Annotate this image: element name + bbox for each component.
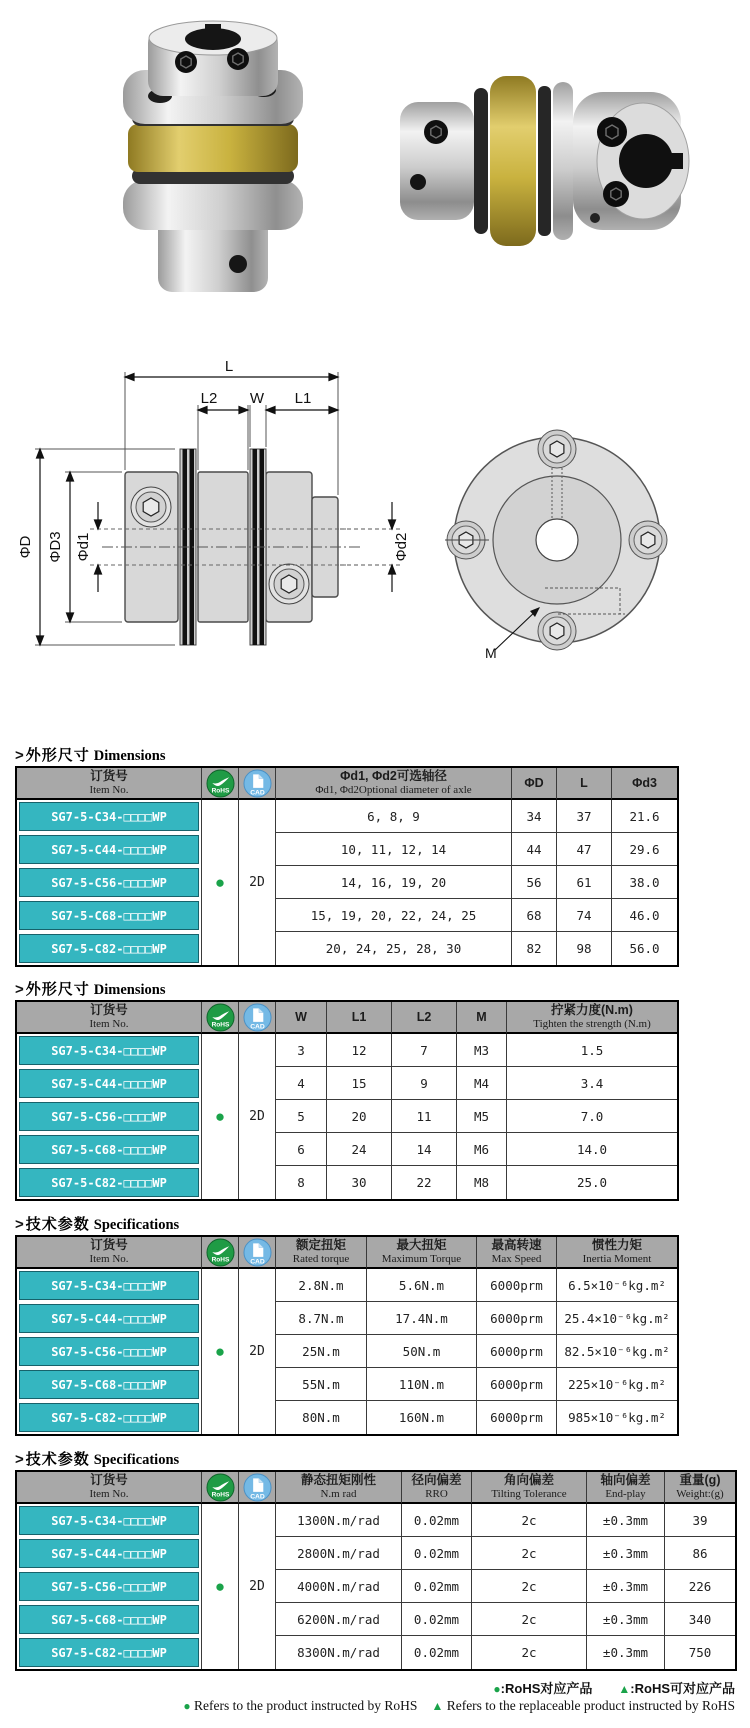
table-cell: 14 — [392, 1133, 457, 1166]
item-no-header-zh: 订货号 — [90, 769, 128, 784]
table-cell: 0.02mm — [402, 1537, 472, 1570]
column-header-zh: 静态扭矩刚性 — [300, 1473, 376, 1488]
table-cell: 12 — [327, 1034, 392, 1067]
rohs-mark-cell — [202, 1269, 239, 1434]
rohs-dot: ● — [214, 1107, 226, 1126]
table-cell: 6000prm — [477, 1335, 557, 1368]
table-cell: 14.0 — [507, 1133, 677, 1166]
rohs-icon-label: RoHS — [211, 1256, 229, 1264]
item-no-value: SG7-5-C44-□□□□WP — [19, 835, 199, 864]
rohs-dot: ● — [214, 1342, 226, 1361]
brass-spacer-ring — [490, 76, 536, 246]
table-cell: ±0.3mm — [587, 1504, 665, 1537]
bore-circle — [536, 519, 578, 561]
dim-label-phid2: Φd2 — [393, 532, 410, 562]
section-title-zh: 技术参数 — [25, 1216, 90, 1233]
column-header-en: End-play — [605, 1487, 646, 1500]
table-cell: 98 — [557, 932, 612, 965]
table-cell: 1300N.m/rad — [276, 1504, 402, 1537]
table-cell: 82 — [512, 932, 557, 965]
dim-label-phid1: Φd1 — [75, 532, 92, 562]
section-title-dimensions-2 — [15, 978, 166, 998]
section-title-specifications-2 — [15, 1448, 179, 1468]
cad-header-cell — [239, 1472, 276, 1504]
cad-mark-cell — [239, 800, 276, 965]
table-cell: 38.0 — [612, 866, 677, 899]
cad-mark-cell — [239, 1504, 276, 1669]
table-cell: 8.7N.m — [276, 1302, 367, 1335]
product-photo-right — [388, 32, 693, 284]
dimension-drawing-end-view — [425, 392, 697, 678]
table-cell: M3 — [457, 1034, 507, 1067]
table-cell: 46.0 — [612, 899, 677, 932]
table-cell: 20, 24, 25, 28, 30 — [276, 932, 512, 965]
column-header-zh: L1 — [351, 1009, 367, 1024]
column-header-zh: 惯性力矩 — [591, 1238, 642, 1253]
column-header-zh: 拧紧力度(N.m) — [551, 1003, 633, 1018]
table-cell: 47 — [557, 833, 612, 866]
item-no-cell — [17, 1100, 202, 1133]
hex-socket-screw-icon — [131, 487, 171, 527]
item-no-value: SG7-5-C56-□□□□WP — [19, 1572, 199, 1601]
item-no-value: SG7-5-C34-□□□□WP — [19, 1036, 199, 1065]
item-no-value: SG7-5-C56-□□□□WP — [19, 1102, 199, 1131]
rohs-header-cell — [202, 768, 239, 800]
rohs-icon — [206, 1238, 235, 1267]
table-cell: 25.4×10⁻⁶kg.m² — [557, 1302, 677, 1335]
coupling-photo-front — [123, 21, 303, 292]
table-cell: 61 — [557, 866, 612, 899]
column-header — [457, 1002, 507, 1034]
table-cell: 2c — [472, 1603, 587, 1636]
table-cell: 2c — [472, 1504, 587, 1537]
hex-socket-screw-icon — [424, 120, 448, 144]
table-cell: ±0.3mm — [587, 1636, 665, 1669]
table-cell: 6200N.m/rad — [276, 1603, 402, 1636]
item-no-cell — [17, 833, 202, 866]
item-no-value: SG7-5-C56-□□□□WP — [19, 868, 199, 897]
column-header-en: Maximum Torque — [381, 1252, 462, 1265]
table-cell: 50N.m — [367, 1335, 477, 1368]
table-cell: 21.6 — [612, 800, 677, 833]
dimensions-table-2 — [15, 1000, 679, 1201]
table-cell: M6 — [457, 1133, 507, 1166]
column-header-zh: Φd1, Φd2可选轴径 — [340, 769, 447, 784]
section-prefix: > — [15, 747, 24, 764]
rohs-icon — [206, 1473, 235, 1502]
table-cell: 0.02mm — [402, 1504, 472, 1537]
section-prefix: > — [15, 1216, 24, 1233]
coupling-photo-side — [400, 76, 689, 246]
rohs-icon-label: RoHS — [211, 1491, 229, 1499]
table-cell: 55N.m — [276, 1368, 367, 1401]
bore-hole — [619, 134, 673, 188]
table-cell: 15, 19, 20, 22, 24, 25 — [276, 899, 512, 932]
item-no-header-en: Item No. — [89, 1252, 129, 1265]
item-no-value: SG7-5-C82-□□□□WP — [19, 934, 199, 963]
item-no-header-zh: 订货号 — [90, 1473, 128, 1488]
table-cell: 7.0 — [507, 1100, 677, 1133]
item-no-header — [17, 768, 202, 800]
column-header-en: Weight:(g) — [676, 1487, 724, 1500]
footer-legend-zh — [493, 1678, 735, 1697]
cad-2d-label: 2D — [249, 1579, 265, 1594]
rohs-mark-cell — [202, 1034, 239, 1199]
section-prefix: > — [15, 1451, 24, 1468]
column-header — [477, 1237, 557, 1269]
cad-icon — [243, 1238, 272, 1267]
hex-socket-screw-icon — [538, 612, 576, 650]
keyway-notch — [669, 153, 683, 169]
item-no-header — [17, 1472, 202, 1504]
table-cell: 25N.m — [276, 1335, 367, 1368]
item-no-value: SG7-5-C68-□□□□WP — [19, 1605, 199, 1634]
table-cell: 226 — [665, 1570, 735, 1603]
column-header-zh: 径向偏差 — [411, 1473, 462, 1488]
column-header-en: Tilting Tolerance — [491, 1487, 567, 1500]
hex-socket-screw-icon — [269, 564, 309, 604]
table-cell: 39 — [665, 1504, 735, 1537]
table-cell: 56 — [512, 866, 557, 899]
section-title-en: Specifications — [93, 1452, 180, 1468]
column-header — [276, 1237, 367, 1269]
screw-hole — [410, 174, 426, 190]
cad-header-cell — [239, 768, 276, 800]
item-no-cell — [17, 1570, 202, 1603]
column-header-en: Rated torque — [292, 1252, 350, 1265]
item-no-header-zh: 订货号 — [90, 1003, 128, 1018]
table-cell: 5 — [276, 1100, 327, 1133]
column-header — [472, 1472, 587, 1504]
column-header — [587, 1472, 665, 1504]
table-cell: 225×10⁻⁶kg.m² — [557, 1368, 677, 1401]
table-cell: 5.6N.m — [367, 1269, 477, 1302]
hex-socket-screw-icon — [175, 51, 197, 73]
section-title-dimensions-1 — [15, 744, 166, 764]
table-cell: ±0.3mm — [587, 1537, 665, 1570]
column-header — [512, 768, 557, 800]
table-cell: 6 — [276, 1133, 327, 1166]
item-no-cell — [17, 1504, 202, 1537]
column-header — [557, 768, 612, 800]
column-header-zh: 额定扭矩 — [295, 1238, 346, 1253]
table-cell: 0.02mm — [402, 1636, 472, 1669]
table-cell: 24 — [327, 1133, 392, 1166]
footer-en-tri-text: Refers to the replaceable product instructed by RoHS — [446, 1698, 735, 1713]
item-no-value: SG7-5-C68-□□□□WP — [19, 901, 199, 930]
cad-header-cell — [239, 1237, 276, 1269]
table-cell: 25.0 — [576, 1175, 608, 1190]
column-header-en: Tighten the strength (N.m) — [533, 1017, 651, 1030]
table-cell: 11 — [392, 1100, 457, 1133]
table-cell: 37 — [557, 800, 612, 833]
dim-label-phiD3: ΦD3 — [47, 531, 64, 563]
table-cell: 0.02mm — [402, 1603, 472, 1636]
section-title-zh: 技术参数 — [25, 1451, 90, 1468]
cad-icon-label: CAD — [249, 1258, 265, 1266]
item-no-cell — [17, 1133, 202, 1166]
column-header-zh: 轴向偏差 — [600, 1473, 651, 1488]
column-header-en: N.m rad — [320, 1487, 357, 1500]
cad-2d-label: 2D — [249, 1109, 265, 1124]
cad-icon-label: CAD — [249, 1493, 265, 1501]
rohs-dot: ● — [493, 1682, 501, 1696]
column-header-en: Max Speed — [491, 1252, 542, 1265]
column-header — [276, 1472, 402, 1504]
table-cell: 3 — [276, 1034, 327, 1067]
column-header-zh: L — [580, 775, 588, 790]
table-cell: 82.5×10⁻⁶kg.m² — [557, 1335, 677, 1368]
item-no-header — [17, 1002, 202, 1034]
rohs-header-cell — [202, 1472, 239, 1504]
item-no-value: SG7-5-C82-□□□□WP — [19, 1403, 199, 1432]
rohs-triangle: ▲ — [618, 1682, 631, 1696]
footer-zh-tri-text: :RoHS可对应产品 — [630, 1681, 735, 1696]
column-header-en: Inertia Moment — [582, 1252, 652, 1265]
item-no-cell — [17, 899, 202, 932]
item-no-cell — [17, 1368, 202, 1401]
table-cell: 2c — [472, 1570, 587, 1603]
table-cell: 110N.m — [367, 1368, 477, 1401]
section-title-specifications-1 — [15, 1213, 179, 1233]
column-header-zh: L2 — [416, 1009, 432, 1024]
table-cell: 20 — [327, 1100, 392, 1133]
table-cell: 160N.m — [367, 1401, 477, 1434]
item-no-cell — [17, 1067, 202, 1100]
rohs-mark-cell — [202, 800, 239, 965]
screw-hole — [590, 213, 600, 223]
table-cell: 340 — [665, 1603, 735, 1636]
section-title-zh: 外形尺寸 — [25, 981, 90, 998]
specifications-table-2 — [15, 1470, 737, 1671]
item-no-cell — [17, 1636, 202, 1669]
column-header-zh: W — [295, 1009, 307, 1024]
flange-disc — [553, 82, 573, 240]
item-no-header-en: Item No. — [89, 1487, 129, 1500]
hex-socket-screw-icon — [227, 48, 249, 70]
table-cell: 86 — [665, 1537, 735, 1570]
footer-zh-dot-text: :RoHS对应产品 — [500, 1681, 593, 1696]
rohs-header-cell — [202, 1002, 239, 1034]
column-header-en: Φd1, Φd2Optional diameter of axle — [315, 783, 472, 796]
section-title-zh: 外形尺寸 — [25, 747, 90, 764]
column-header — [507, 1002, 677, 1034]
table-cell: 74 — [557, 899, 612, 932]
column-header-zh: 角向偏差 — [503, 1473, 554, 1488]
item-no-value: SG7-5-C82-□□□□WP — [19, 1168, 199, 1197]
table-cell: 56.0 — [629, 941, 660, 956]
dimension-drawing-side-view — [10, 352, 420, 674]
hex-socket-screw-icon — [538, 430, 576, 468]
rohs-icon-label: RoHS — [211, 787, 229, 795]
item-no-header-zh: 订货号 — [90, 1238, 128, 1253]
rohs-triangle: ▲ — [431, 1699, 444, 1713]
item-no-value: SG7-5-C44-□□□□WP — [19, 1069, 199, 1098]
column-header-zh: 最大扭矩 — [396, 1238, 447, 1253]
bottom-flange — [123, 180, 303, 230]
cad-icon-label: CAD — [249, 789, 265, 797]
dim-label-L: L — [224, 358, 234, 375]
dim-label-W: W — [249, 390, 265, 407]
column-header — [392, 1002, 457, 1034]
item-no-cell — [17, 1269, 202, 1302]
table-cell: ±0.3mm — [587, 1570, 665, 1603]
item-no-cell — [17, 1302, 202, 1335]
table-cell: 1.5 — [507, 1034, 677, 1067]
column-header — [557, 1237, 677, 1269]
table-cell: 0.02mm — [402, 1570, 472, 1603]
section-title-en: Specifications — [93, 1217, 180, 1233]
rohs-icon-label: RoHS — [211, 1021, 229, 1029]
table-cell: 30 — [327, 1166, 392, 1199]
table-cell: 6000prm — [477, 1368, 557, 1401]
section-prefix: > — [15, 981, 24, 998]
cad-2d-label: 2D — [249, 1344, 265, 1359]
hex-socket-screw-icon — [603, 181, 629, 207]
table-cell: 34 — [512, 800, 557, 833]
table-cell: M8 — [457, 1166, 507, 1199]
table-cell: 2c — [472, 1537, 587, 1570]
table-cell: M5 — [457, 1100, 507, 1133]
table-cell: 6000prm — [477, 1269, 557, 1302]
item-no-value: SG7-5-C34-□□□□WP — [19, 1506, 199, 1535]
table-cell: 2c — [472, 1636, 587, 1669]
footer-legend-en — [183, 1698, 735, 1714]
cad-header-cell — [239, 1002, 276, 1034]
rohs-header-cell — [202, 1237, 239, 1269]
column-header-zh: Φd3 — [632, 775, 657, 790]
keyway-notch — [205, 24, 221, 34]
table-cell: 17.4N.m — [367, 1302, 477, 1335]
table-cell: 22 — [392, 1166, 457, 1199]
table-cell: 10, 11, 12, 14 — [276, 833, 512, 866]
table-cell: 4 — [276, 1067, 327, 1100]
item-no-cell — [17, 866, 202, 899]
item-no-header-en: Item No. — [89, 1017, 129, 1030]
bottom-screw-hole — [229, 255, 247, 273]
table-cell: 985×10⁻⁶kg.m² — [568, 1410, 666, 1425]
column-header-zh: ΦD — [524, 775, 544, 790]
item-no-value: SG7-5-C44-□□□□WP — [19, 1304, 199, 1333]
item-no-value: SG7-5-C34-□□□□WP — [19, 802, 199, 831]
rear-hub — [400, 102, 474, 220]
item-no-header — [17, 1237, 202, 1269]
item-no-cell — [17, 1335, 202, 1368]
column-header — [367, 1237, 477, 1269]
rohs-dot: ● — [214, 873, 226, 892]
table-cell: 6000prm — [477, 1302, 557, 1335]
cad-icon-label: CAD — [249, 1023, 265, 1031]
column-header — [276, 1002, 327, 1034]
table-cell: 4000N.m/rad — [276, 1570, 402, 1603]
specifications-table-1 — [15, 1235, 679, 1436]
item-no-value: SG7-5-C68-□□□□WP — [19, 1135, 199, 1164]
dim-label-phiD: ΦD — [17, 535, 34, 559]
cad-mark-cell — [239, 1269, 276, 1434]
table-cell: 750 — [688, 1645, 712, 1660]
rohs-dot: ● — [183, 1699, 191, 1713]
dim-label-L1: L1 — [294, 390, 312, 407]
column-header-zh: 重量(g) — [679, 1473, 721, 1488]
table-cell: 8 — [276, 1166, 327, 1199]
item-no-cell — [17, 1401, 202, 1434]
table-cell: 14, 16, 19, 20 — [276, 866, 512, 899]
cad-mark-cell — [239, 1034, 276, 1199]
column-header — [402, 1472, 472, 1504]
item-no-cell — [17, 932, 202, 965]
footer-en-dot-text: Refers to the product instructed by RoHS — [193, 1698, 418, 1713]
column-header-en: RRO — [425, 1487, 448, 1500]
table-cell: 15 — [327, 1067, 392, 1100]
table-cell: 7 — [392, 1034, 457, 1067]
table-cell: 6, 8, 9 — [276, 800, 512, 833]
disc-pack-left — [474, 88, 488, 234]
table-cell: 2800N.m/rad — [276, 1537, 402, 1570]
table-cell: 68 — [512, 899, 557, 932]
section-title-en: Dimensions — [93, 748, 166, 764]
brass-spacer-ring — [128, 124, 298, 172]
table-cell: 80N.m — [276, 1401, 367, 1434]
item-no-cell — [17, 1603, 202, 1636]
item-no-value: SG7-5-C44-□□□□WP — [19, 1539, 199, 1568]
hex-socket-screw-icon — [597, 117, 627, 147]
table-cell: 6.5×10⁻⁶kg.m² — [557, 1269, 677, 1302]
item-no-cell — [17, 1166, 202, 1199]
table-cell: 8300N.m/rad — [276, 1636, 402, 1669]
section-title-en: Dimensions — [93, 982, 166, 998]
table-cell: 3.4 — [507, 1067, 677, 1100]
item-no-header-en: Item No. — [89, 783, 129, 796]
column-header — [612, 768, 677, 800]
rohs-icon — [206, 1003, 235, 1032]
table-cell: 2.8N.m — [276, 1269, 367, 1302]
cad-2d-label: 2D — [249, 875, 265, 890]
table-cell: ±0.3mm — [587, 1603, 665, 1636]
dim-label-M: M — [485, 645, 497, 661]
item-no-cell — [17, 800, 202, 833]
cad-icon — [243, 1003, 272, 1032]
table-cell: M4 — [457, 1067, 507, 1100]
table-cell: 9 — [392, 1067, 457, 1100]
item-no-cell — [17, 1034, 202, 1067]
column-header-zh: M — [476, 1009, 487, 1024]
product-photo-left — [88, 12, 338, 304]
rohs-icon — [206, 769, 235, 798]
item-no-value: SG7-5-C68-□□□□WP — [19, 1370, 199, 1399]
table-cell: 29.6 — [612, 833, 677, 866]
cad-icon — [243, 1473, 272, 1502]
rohs-mark-cell — [202, 1504, 239, 1669]
item-no-value: SG7-5-C56-□□□□WP — [19, 1337, 199, 1366]
disc-pack-right — [538, 86, 551, 236]
table-cell: 6000prm — [477, 1401, 557, 1434]
column-header — [327, 1002, 392, 1034]
item-no-value: SG7-5-C34-□□□□WP — [19, 1271, 199, 1300]
cad-icon — [243, 769, 272, 798]
column-header — [665, 1472, 735, 1504]
column-header-zh: 最高转速 — [491, 1238, 542, 1253]
rohs-dot: ● — [214, 1577, 226, 1596]
column-header — [276, 768, 512, 800]
hex-socket-screw-icon — [629, 521, 667, 559]
dim-label-L2: L2 — [200, 390, 218, 407]
dimensions-table-1 — [15, 766, 679, 967]
item-no-value: SG7-5-C82-□□□□WP — [19, 1638, 199, 1667]
item-no-cell — [17, 1537, 202, 1570]
table-cell: 44 — [512, 833, 557, 866]
